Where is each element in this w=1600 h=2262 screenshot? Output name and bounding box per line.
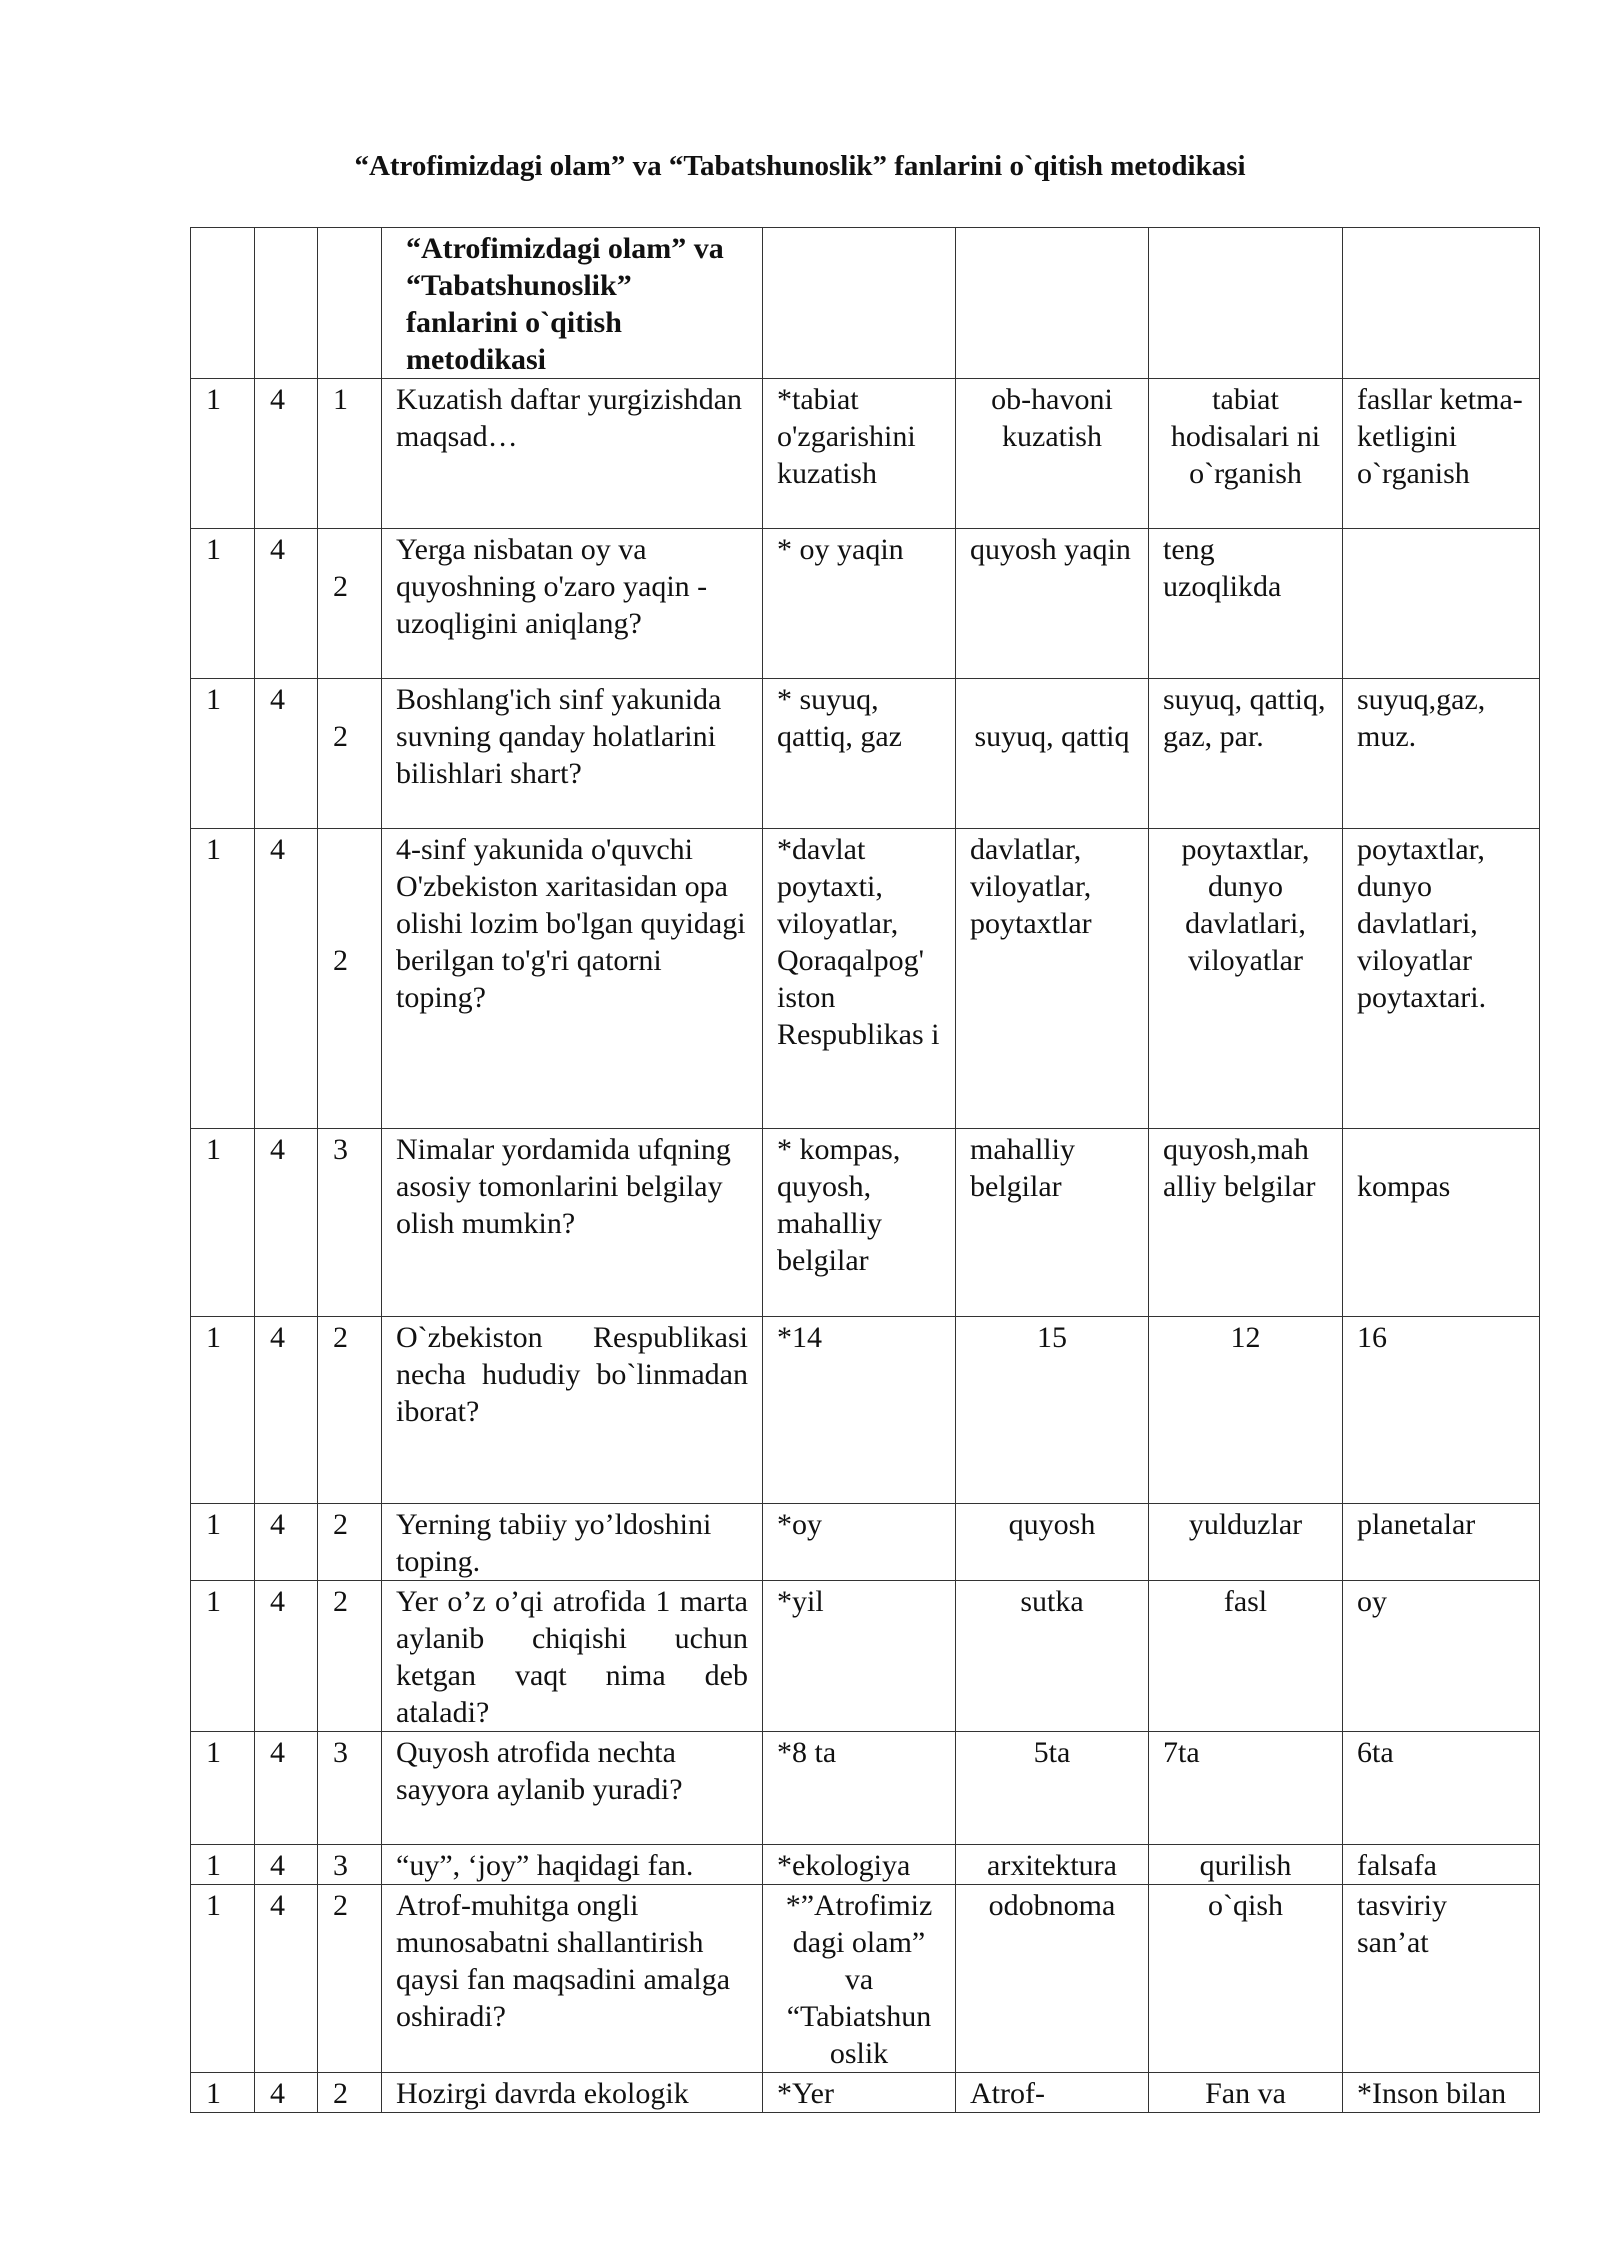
header-cell-8 [1343,228,1540,379]
answer-cell: *8 ta [763,1732,956,1845]
option-2-cell: fasl [1149,1581,1343,1732]
table-row [191,1732,1540,1845]
col-3-cell: 2 [318,829,382,1129]
col-2-cell: 4 [255,1885,318,2073]
option-2-cell: Fan va [1149,2073,1343,2113]
option-2-cell: teng uzoqlikda [1149,529,1343,679]
header-cell-5 [763,228,956,379]
option-1-cell: arxitektura [956,1845,1149,1885]
option-2-cell: suyuq, qattiq, gaz, par. [1149,679,1343,829]
answer-cell: * kompas, quyosh, mahalliy belgilar [763,1129,956,1317]
answer-cell: *14 [763,1317,956,1504]
question-cell: O`zbekiston Respublikasi necha hududiy bo`linmadan iborat? [382,1317,763,1504]
option-3-cell: fasllar ketma-ketligini o`rganish [1343,379,1540,529]
option-1-cell: quyosh yaqin [956,529,1149,679]
question-cell: Yerga nisbatan oy va quyoshning o'zaro yaqin - uzoqligini aniqlang? [382,529,763,679]
table-row [191,379,1540,529]
question-cell: “uy”, ‘joy” haqidagi fan. [382,1845,763,1885]
table-row [191,1885,1540,2073]
table-row [191,1845,1540,1885]
option-2-cell: quyosh,mah alliy belgilar [1149,1129,1343,1317]
table-row [191,679,1540,829]
option-1-cell: odobnoma [956,1885,1149,2073]
option-3-cell: falsafa [1343,1845,1540,1885]
option-3-cell: 6ta [1343,1732,1540,1845]
col-3-cell: 2 [318,679,382,829]
col-3-cell: 2 [318,1317,382,1504]
option-3-cell: 16 [1343,1317,1540,1504]
answer-cell: *Yer [763,2073,956,2113]
col-1-cell: 1 [191,1129,255,1317]
question-cell: Nimalar yordamida ufqning asosiy tomonlarini belgilay olish mumkin? [382,1129,763,1317]
option-3-cell: planetalar [1343,1504,1540,1581]
option-2-cell: tabiat hodisalari ni o`rganish [1149,379,1343,529]
option-3-cell: suyuq,gaz, muz. [1343,679,1540,829]
option-3-cell: tasviriy san’at [1343,1885,1540,2073]
question-cell: Yerning tabiiy yo’ldoshini toping. [382,1504,763,1581]
option-3-cell: oy [1343,1581,1540,1732]
option-1-cell: Atrof- [956,2073,1149,2113]
col-2-cell: 4 [255,379,318,529]
col-2-cell: 4 [255,529,318,679]
option-1-cell: mahalliy belgilar [956,1129,1149,1317]
page-title: “Atrofimizdagi olam” va “Tabatshunoslik” fanlarini o`qitish metodikasi [354,150,1246,182]
col-1-cell: 1 [191,1885,255,2073]
question-cell: Atrof-muhitga ongli munosabatni shallantirish qaysi fan maqsadini amalga oshiradi? [382,1885,763,2073]
option-1-cell: suyuq, qattiq [956,679,1149,829]
col-2-cell: 4 [255,2073,318,2113]
col-1-cell: 1 [191,1504,255,1581]
option-3-cell: kompas [1343,1129,1540,1317]
question-cell: Boshlang'ich sinf yakunida suvning qanday holatlarini bilishlari shart? [382,679,763,829]
table-row [191,1317,1540,1504]
option-3-cell [1343,529,1540,679]
col-1-cell: 1 [191,529,255,679]
option-1-cell: quyosh [956,1504,1149,1581]
option-2-cell: poytaxtlar, dunyo davlatlari, viloyatlar [1149,829,1343,1129]
header-row [191,228,1540,379]
option-1-cell: 5ta [956,1732,1149,1845]
question-cell: Yer o’z o’qi atrofida 1 marta aylanib chiqishi uchun ketgan vaqt nima deb ataladi? [382,1581,763,1732]
table-row [191,1504,1540,1581]
answer-cell: *tabiat o'zgarishini kuzatish [763,379,956,529]
col-3-cell: 1 [318,379,382,529]
col-3-cell: 2 [318,1581,382,1732]
header-cell-1 [191,228,255,379]
question-cell: 4-sinf yakunida o'quvchi O'zbekiston xaritasidan opa olishi lozim bo'lgan quyidagi berilgan to'g'ri qatorni toping? [382,829,763,1129]
col-1-cell: 1 [191,379,255,529]
answer-cell: *davlat poytaxti, viloyatlar, Qoraqalpog' iston Respublikas i [763,829,956,1129]
col-1-cell: 1 [191,1317,255,1504]
col-1-cell: 1 [191,1732,255,1845]
option-3-cell: poytaxtlar, dunyo davlatlari, viloyatlar poytaxtari. [1343,829,1540,1129]
col-1-cell: 1 [191,1845,255,1885]
table-row [191,829,1540,1129]
question-cell: Hozirgi davrda ekologik [382,2073,763,2113]
col-2-cell: 4 [255,1129,318,1317]
col-3-cell: 2 [318,2073,382,2113]
table-row [191,529,1540,679]
header-cell-3 [318,228,382,379]
header-subject-cell: “Atrofimizdagi olam” va “Tabatshunoslik” fanlarini o`qitish metodikasi [382,228,763,379]
question-table [190,227,1540,2113]
option-1-cell: 15 [956,1317,1149,1504]
answer-cell: * suyuq, qattiq, gaz [763,679,956,829]
answer-cell: *yil [763,1581,956,1732]
table-row [191,1581,1540,1732]
option-1-cell: ob-havoni kuzatish [956,379,1149,529]
col-3-cell: 3 [318,1732,382,1845]
col-1-cell: 1 [191,1581,255,1732]
col-2-cell: 4 [255,1581,318,1732]
col-3-cell: 3 [318,1845,382,1885]
option-2-cell: qurilish [1149,1845,1343,1885]
option-2-cell: 7ta [1149,1732,1343,1845]
col-2-cell: 4 [255,1845,318,1885]
col-2-cell: 4 [255,1504,318,1581]
col-2-cell: 4 [255,679,318,829]
question-cell: Kuzatish daftar yurgizishdan maqsad… [382,379,763,529]
col-2-cell: 4 [255,829,318,1129]
header-cell-2 [255,228,318,379]
option-2-cell: yulduzlar [1149,1504,1343,1581]
answer-cell: *ekologiya [763,1845,956,1885]
col-2-cell: 4 [255,1732,318,1845]
table-row [191,1129,1540,1317]
col-1-cell: 1 [191,679,255,829]
table-row [191,2073,1540,2113]
header-cell-7 [1149,228,1343,379]
col-2-cell: 4 [255,1317,318,1504]
option-2-cell: 12 [1149,1317,1343,1504]
col-3-cell: 2 [318,1885,382,2073]
col-3-cell: 2 [318,1504,382,1581]
question-cell: Quyosh atrofida nechta sayyora aylanib yuradi? [382,1732,763,1845]
option-1-cell: davlatlar, viloyatlar, poytaxtlar [956,829,1149,1129]
col-1-cell: 1 [191,2073,255,2113]
option-3-cell: *Inson bilan [1343,2073,1540,2113]
col-3-cell: 3 [318,1129,382,1317]
option-2-cell: o`qish [1149,1885,1343,2073]
answer-cell: *oy [763,1504,956,1581]
answer-cell: * oy yaqin [763,529,956,679]
col-1-cell: 1 [191,829,255,1129]
header-cell-6 [956,228,1149,379]
option-1-cell: sutka [956,1581,1149,1732]
col-3-cell: 2 [318,529,382,679]
answer-cell: *”Atrofimiz dagi olam” va “Tabiatshun oslik [763,1885,956,2073]
